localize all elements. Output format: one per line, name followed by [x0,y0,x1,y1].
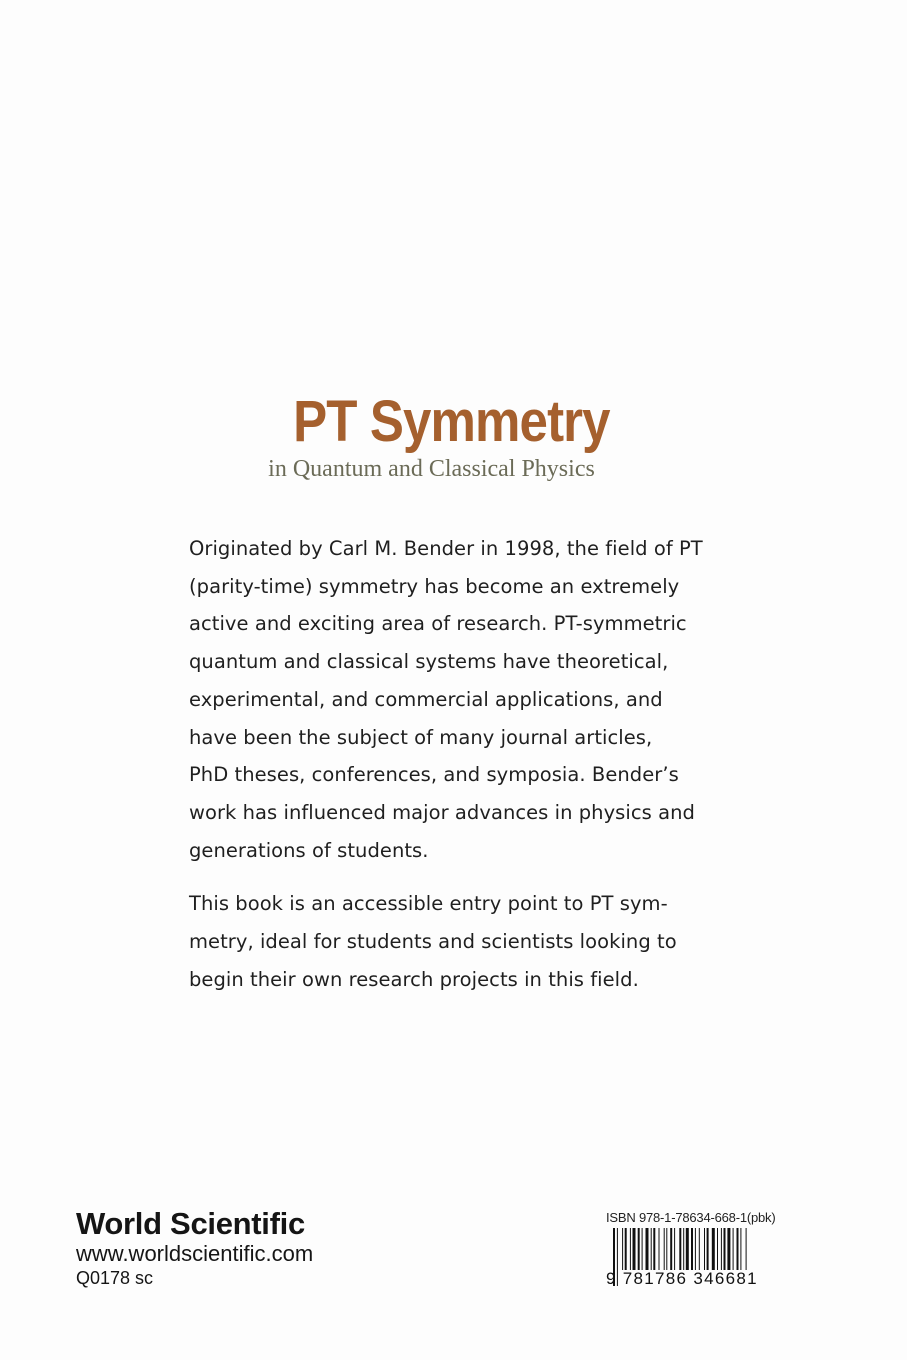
barcode-bar [686,1228,689,1270]
barcode-bar [717,1228,718,1270]
barcode-bar [625,1228,627,1270]
barcode-bar [721,1228,722,1270]
blurb-line: quantum and classical systems have theoretical, [189,650,669,674]
barcode-bar [642,1228,643,1270]
barcode-bar [659,1228,660,1270]
barcode-bar [740,1228,741,1270]
isbn-label: ISBN 978-1-78634-668-1(pbk) [606,1210,776,1225]
barcode-bar [712,1228,715,1270]
barcode-bar [746,1228,747,1270]
barcode-bar [630,1228,631,1270]
book-subtitle: in Quantum and Classical Physics [268,456,595,482]
barcode-bar [674,1228,675,1270]
book-title: PT Symmetry [293,389,610,454]
barcode-bar [691,1228,693,1270]
barcode-digits: 9 781786 346681 [606,1269,758,1288]
blurb-line: metry, ideal for students and scientists looking to [189,930,677,954]
blurb-line: active and exciting area of research. PT-symmetric [189,612,687,636]
blurb-line: work has influenced major advances in physics and [189,800,695,824]
barcode-bar [651,1228,652,1270]
blurb-line: have been the subject of many journal articles, [189,725,653,749]
barcode-bar [683,1228,684,1270]
blurb-line: This book is an accessible entry point to PT sym- [189,892,668,916]
blurb-paragraph-1 [189,530,709,869]
barcode-bar [733,1228,734,1270]
blurb-line: PhD theses, conferences, and symposia. Bender’s [189,763,679,787]
barcode-bar [666,1228,667,1270]
blurb-line: (parity-time) symmetry has become an extremely [189,574,680,598]
blurb-line: Originated by Carl M. Bender in 1998, the field of PT [189,537,703,560]
barcode-bar [664,1228,665,1270]
blurb-paragraph-2 [189,885,709,998]
product-code: Q0178 sc [76,1268,154,1288]
blurb-line: begin their own research projects in this field. [189,967,639,991]
barcode-bar [638,1228,640,1270]
blurb [189,530,709,998]
barcode-bar [707,1228,709,1270]
publisher-website: www.worldscientific.com [76,1241,314,1266]
publisher-name: World Scientific [76,1206,305,1241]
barcode-bar [695,1228,696,1270]
barcode-bar [704,1228,705,1270]
blurb-line: generations of students. [189,838,429,862]
barcode-bar [724,1228,726,1270]
barcode-bar [670,1228,672,1270]
barcode-bar [653,1228,655,1270]
barcode-bar [679,1228,681,1270]
barcode-bar [622,1228,623,1270]
barcode-bar [737,1228,739,1270]
barcode-bar [633,1228,636,1270]
barcode-bar [727,1228,730,1270]
blurb-line: experimental, and commercial applications, and [189,687,663,711]
barcode-bar [646,1228,649,1270]
